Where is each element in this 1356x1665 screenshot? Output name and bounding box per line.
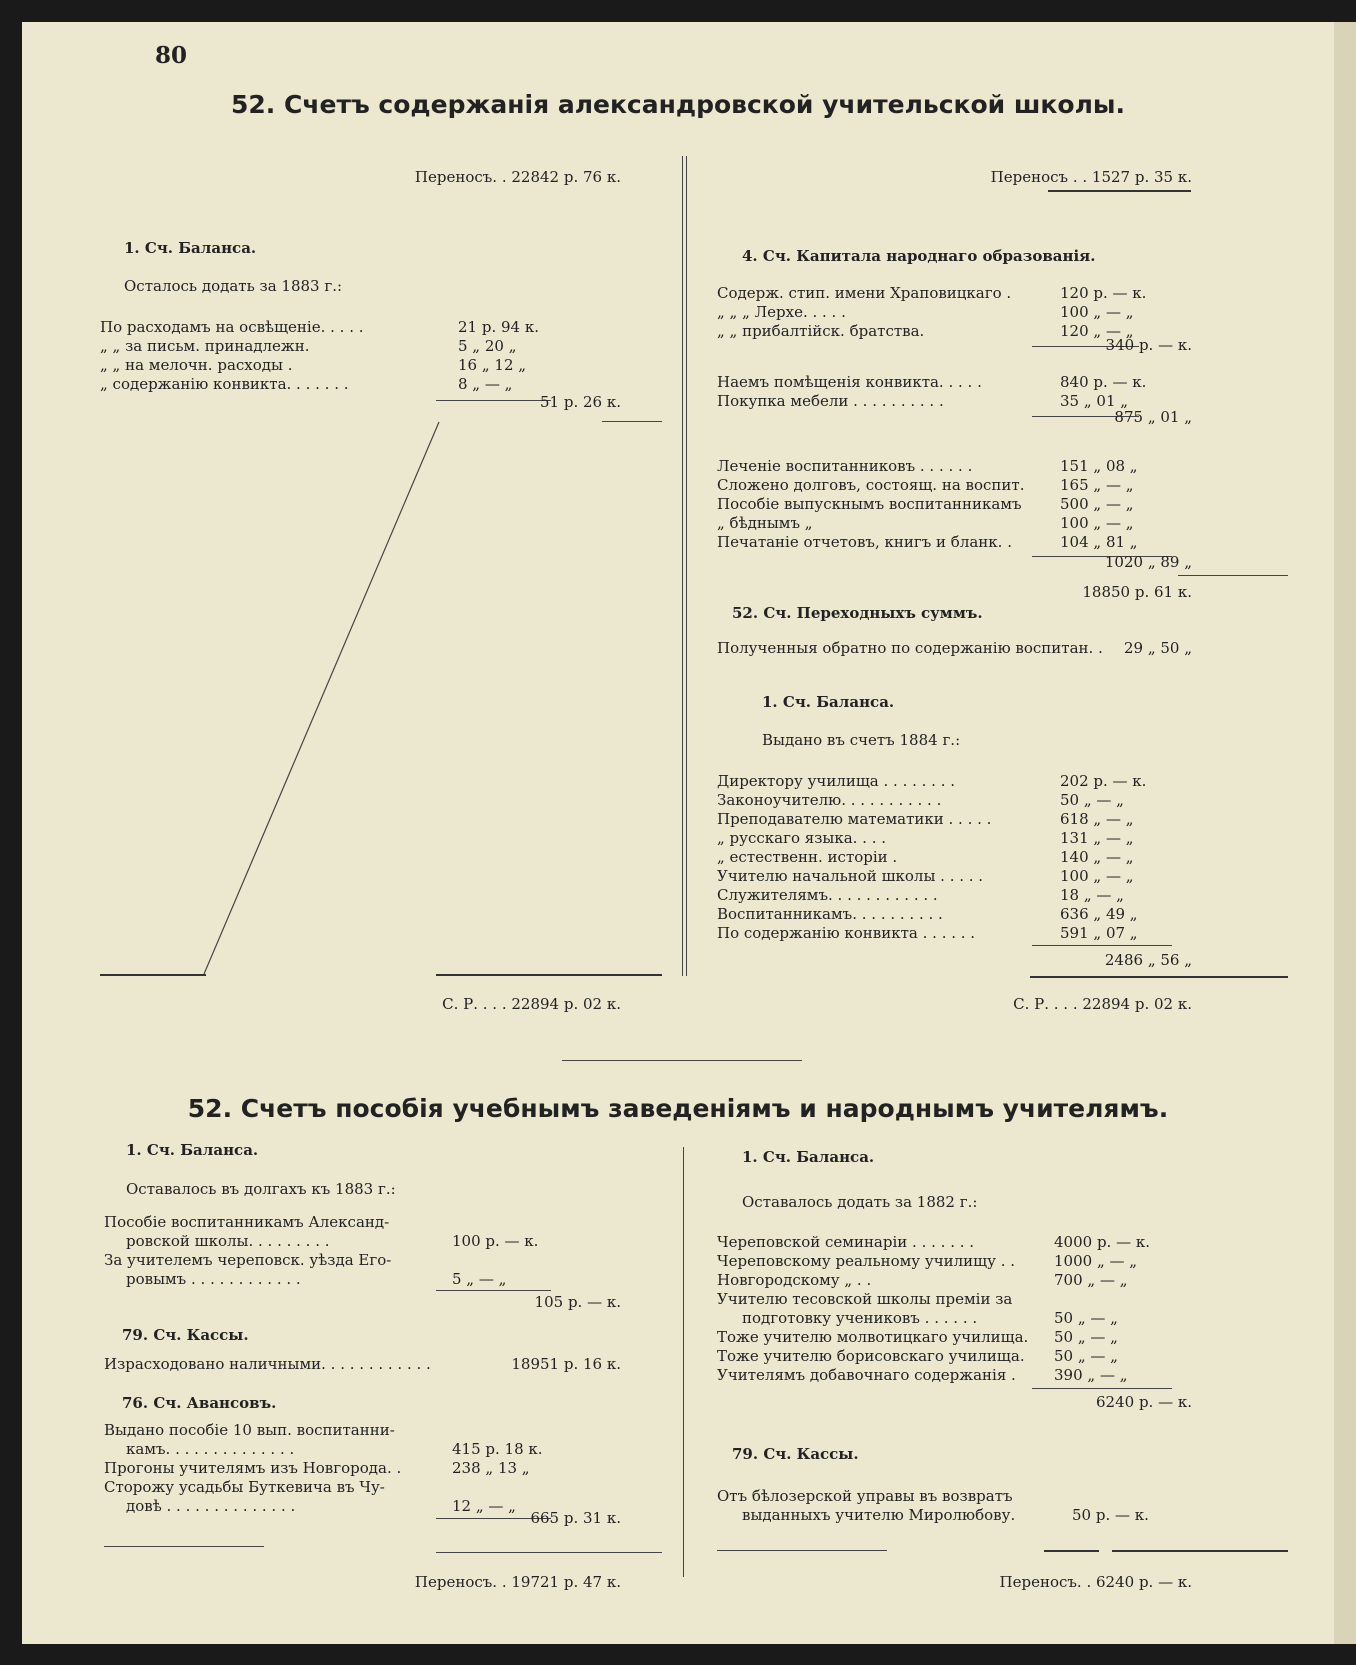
page-number: 80 [155,42,188,69]
line-label: Тоже учителю борисовскаго училища. [717,1347,1025,1365]
line-label: Новгородскому „ . . [717,1271,872,1289]
line-amount: 104 „ 81 „ [1060,533,1138,551]
line-amount: 100 „ — „ [1060,514,1134,532]
carry-forward-left: Переносъ. . 19721 р. 47 к. [414,1573,621,1591]
line-label: Покупка мебели . . . . . . . . . . [717,392,944,410]
line-label: Пособіе выпускнымъ воспитанникамъ [717,495,1022,513]
line-label: „ „ на мелочн. расходы . [100,356,293,374]
account-heading: 76. Сч. Авансовъ. [122,1394,277,1412]
line-amount: 50 „ — „ [1054,1328,1118,1346]
carry-forward-left: Переносъ. . 22842 р. 76 к. [414,168,621,186]
line-amount: 4000 р. — к. [1054,1233,1150,1251]
line-amount: 50 р. — к. [1072,1506,1149,1524]
line-label: Учителямъ добавочнаго содержанія . [717,1366,1016,1384]
rule [436,1290,551,1291]
rule [1048,190,1191,192]
line-label: „ естественн. исторіи . [717,848,898,866]
line-label: Учителю тесовской школы преміи за [717,1290,1013,1308]
line-amount: 120 „ — „ [1060,322,1134,340]
rule [436,974,662,976]
line-total: 18951 р. 16 к. [511,1355,621,1373]
line-label: По содержанію конвикта . . . . . . [717,924,976,942]
line-label: Сторожу усадьбы Буткевича въ Чу- [104,1478,385,1496]
line-amount: 100 р. — к. [452,1232,539,1250]
line-label: Отъ бѣлозерской управы въ возвратъ [717,1487,1013,1505]
line-label: Преподавателю математики . . . . . [717,810,992,828]
line-amount: 202 р. — к. [1060,772,1147,790]
line-amount: 390 „ — „ [1054,1366,1128,1384]
line-label: Израсходовано наличными. . . . . . . . . . . . [104,1355,431,1373]
line-label: довѣ . . . . . . . . . . . . . . [126,1497,296,1515]
line-label: Полученныя обратно по содержанію воспитан. . [717,639,1103,657]
account-heading: 79. Сч. Кассы. [122,1326,249,1344]
rule [436,1552,662,1553]
line-label: Череповской семинаріи . . . . . . . [717,1233,975,1251]
line-label: „ русскаго языка. . . . [717,829,887,847]
line-amount: 50 „ — „ [1054,1309,1118,1327]
subheading: Оставалось въ долгахъ къ 1883 г.: [126,1180,396,1198]
line-label: „ бѣднымъ „ [717,514,813,532]
line-total: 665 р. 31 к. [530,1509,621,1527]
line-total: 340 р. — к. [1105,336,1192,354]
line-label: За учителемъ череповск. уѣзда Его- [104,1251,392,1269]
line-amount: 5 „ 20 „ [458,337,517,355]
line-label: По расходамъ на освѣщеніе. . . . . [100,318,364,336]
line-amount: 165 „ — „ [1060,476,1134,494]
rule [1044,1550,1099,1552]
line-amount: 50 „ — „ [1054,1347,1118,1365]
line-total: 875 „ 01 „ [1114,408,1192,426]
line-label: „ „ за письм. принадлежн. [100,337,310,355]
line-label: Сложено долговъ, состоящ. на воспит. [717,476,1025,494]
line-label: „ „ прибалтійск. братства. [717,322,925,340]
rule [104,1546,264,1547]
line-amount: 12 „ — „ [452,1497,516,1515]
line-label: „ содержанію конвикта. . . . . . . [100,375,349,393]
rule [1030,976,1288,978]
line-label: Выдано пособіе 10 вып. воспитанни- [104,1421,395,1439]
account-heading: 1. Сч. Баланса. [762,693,895,711]
line-total: 29 „ 50 „ [1123,639,1192,657]
column-divider [683,1147,684,1577]
line-amount: 131 „ — „ [1060,829,1134,847]
line-amount: 16 „ 12 „ [458,356,527,374]
line-amount: 840 р. — к. [1060,373,1147,391]
line-label: Тоже учителю молвотицкаго училища. [717,1328,1029,1346]
line-amount: 100 „ — „ [1060,303,1134,321]
section-2-title: 52. Счетъ пособія учебнымъ заведеніямъ и народнымъ учителямъ. [187,1094,1169,1123]
line-total: 2486 „ 56 „ [1104,951,1192,969]
line-amount: 415 р. 18 к. [452,1440,543,1458]
line-label: Леченіе воспитанниковъ . . . . . . [717,457,973,475]
account-heading: 1. Сч. Баланса. [742,1148,875,1166]
line-label: Печатаніе отчетовъ, книгъ и бланк. . [717,533,1012,551]
line-total: 6240 р. — к. [1096,1393,1192,1411]
grand-total-right: С. Р. . . . 22894 р. 02 к. [1013,995,1192,1013]
subheading: Осталось додать за 1883 г.: [124,277,343,295]
line-amount: 591 „ 07 „ [1060,924,1138,942]
subheading: Выдано въ счетъ 1884 г.: [762,731,961,749]
line-amount: 636 „ 49 „ [1060,905,1138,923]
rule [1178,575,1288,576]
account-heading: 52. Сч. Переходныхъ суммъ. [732,604,983,622]
section-1-title: 52. Счетъ содержанія александровской учительской школы. [231,90,1125,119]
line-label: камъ. . . . . . . . . . . . . . [126,1440,295,1458]
rule [1032,945,1172,946]
line-total: 1020 „ 89 „ [1104,553,1192,571]
line-amount: 238 „ 13 „ [452,1459,530,1477]
account-heading: 1. Сч. Баланса. [124,239,257,257]
line-label: выданныхъ учителю Миролюбову. [742,1506,1016,1524]
section-separator [562,1060,802,1061]
carry-forward-right: Переносъ . . 1527 р. 35 к. [990,168,1192,186]
line-label: подготовку учениковъ . . . . . . [742,1309,978,1327]
line-label: Учителю начальной школы . . . . . [717,867,984,885]
rule [1032,1388,1172,1389]
line-amount: 35 „ 01 „ [1060,392,1129,410]
line-amount: 8 „ — „ [458,375,513,393]
line-label: Воспитанникамъ. . . . . . . . . . [717,905,943,923]
line-amount: 618 „ — „ [1060,810,1134,828]
document-page [22,22,1334,1644]
line-amount: 500 „ — „ [1060,495,1134,513]
line-label: Законоучителю. . . . . . . . . . . [717,791,942,809]
line-label: Череповскому реальному училищу . . [717,1252,1016,1270]
line-label: Прогоны учителямъ изъ Новгорода. . [104,1459,402,1477]
subheading: Оставалось додать за 1882 г.: [742,1193,978,1211]
line-amount: 21 р. 94 к. [458,318,539,336]
line-amount: 1000 „ — „ [1054,1252,1138,1270]
account-heading: 4. Сч. Капитала народнаго образованія. [742,247,1096,265]
cancellation-line [22,22,722,982]
account-heading: 1. Сч. Баланса. [126,1141,259,1159]
line-label: Содерж. стип. имени Храповицкаго . [717,284,1012,302]
line-label: Наемъ помѣщенія конвикта. . . . . [717,373,982,391]
carry-forward-right: Переносъ. . 6240 р. — к. [999,1573,1192,1591]
line-total: 51 р. 26 к. [540,393,621,411]
line-amount: 5 „ — „ [452,1270,507,1288]
line-amount: 18 „ — „ [1060,886,1124,904]
grand-total-left: С. Р. . . . 22894 р. 02 к. [442,995,621,1013]
rule [1112,1550,1288,1552]
rule [100,974,206,976]
line-amount: 120 р. — к. [1060,284,1147,302]
line-label: Служителямъ. . . . . . . . . . . . [717,886,938,904]
subtotal: 18850 р. 61 к. [1082,583,1192,601]
line-label: Пособіе воспитанникамъ Александ- [104,1213,390,1231]
line-label: ровской школы. . . . . . . . . [126,1232,330,1250]
line-label: ровымъ . . . . . . . . . . . . [126,1270,301,1288]
rule [717,1550,887,1551]
line-amount: 50 „ — „ [1060,791,1124,809]
line-amount: 151 „ 08 „ [1060,457,1138,475]
account-heading: 79. Сч. Кассы. [732,1445,859,1463]
line-amount: 700 „ — „ [1054,1271,1128,1289]
line-label: „ „ „ Лерхе. . . . . [717,303,846,321]
line-label: Директору училища . . . . . . . . [717,772,956,790]
line-total: 105 р. — к. [534,1293,621,1311]
line-amount: 100 „ — „ [1060,867,1134,885]
line-amount: 140 „ — „ [1060,848,1134,866]
